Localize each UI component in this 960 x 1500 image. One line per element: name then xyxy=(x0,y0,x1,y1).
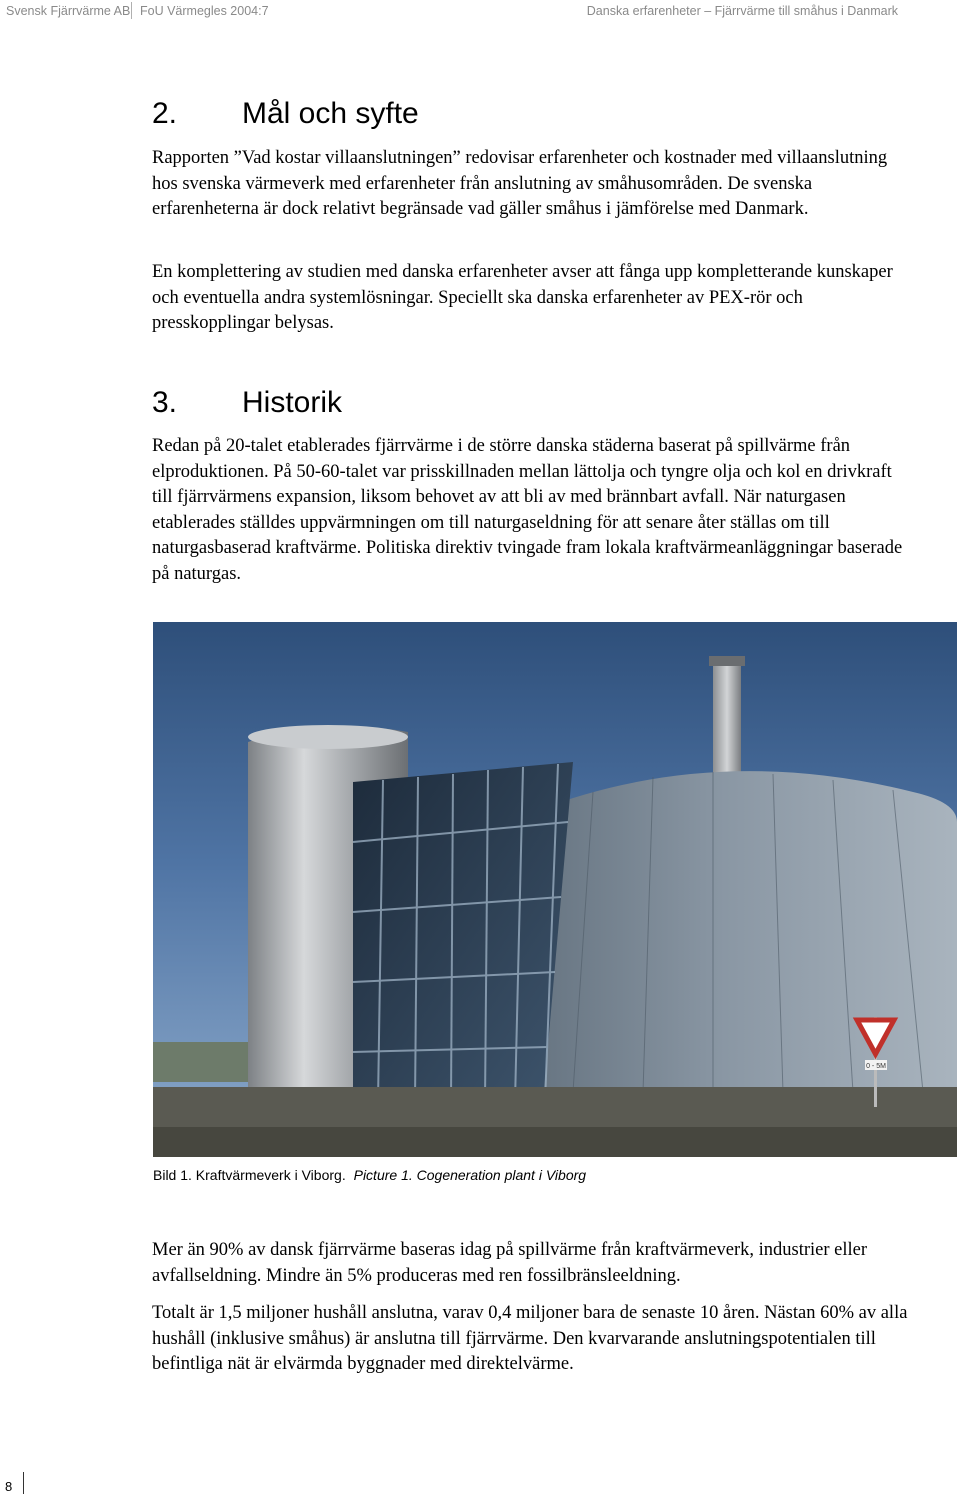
figure-caption xyxy=(153,1167,586,1183)
section-2-number: 2. xyxy=(152,97,178,130)
page-number: 8 xyxy=(5,1479,13,1494)
section-2-heading xyxy=(152,96,419,132)
section-2-title: Mål och syfte xyxy=(242,97,419,130)
section-3-heading xyxy=(152,385,342,421)
header-series: FoU Värmegles 2004:7 xyxy=(140,4,269,18)
section-3-number: 3. xyxy=(152,386,178,419)
header-doc-title: Danska erfarenheter – Fjärrvärme till småhus i Danmark xyxy=(586,4,898,18)
header-company: Svensk Fjärrvärme AB xyxy=(6,4,131,18)
footer-rule xyxy=(23,1472,24,1494)
section-3-paragraph-1: Redan på 20-talet etablerades fjärrvärme i de större danska städerna baserat på spillvärme från elproduktionen. På 50-60-talet var prisskillnaden mellan lättolja och tyngre olja och kol en drivkraft till fjärrvärmens expansion, liksom behovet av att bli av med brännbart avfall. När naturgasen etablerades ställdes uppvärmningen om till naturgaseldning för att senare åter ställas om till naturgasbaserad kraftvärme. Politiska direktiv tvingade fram lokala kraftvärmeanläggningar baserade på naturgas. xyxy=(152,436,903,584)
section-2-paragraph-1: Rapporten ”Vad kostar villaanslutningen” redovisar erfarenheter och kostnader med villaanslutning hos svenska värmeverk med erfarenheter från anslutning av småhusområden. De svenska erfarenheterna är dock relativt begränsade vad gäller småhus i jämförelse med Danmark. xyxy=(152,148,888,219)
page-header xyxy=(0,0,960,30)
section-3-title: Historik xyxy=(242,386,343,419)
section-2-paragraph-2: En komplettering av studien med danska erfarenheter avser att fånga upp kompletterande kunskaper och eventuella andra systemlösningar. Speciellt ska danska erfarenheter av PEX-rör och presskopplingar belysas. xyxy=(152,262,893,333)
body-paragraph-2: Totalt är 1,5 miljoner hushåll anslutna, varav 0,4 miljoner bara de senaste 10 åren. Nästan 60% av alla hushåll (inklusive småhus) är anslutna till fjärrvärme. Den kvarvarande anslutningspotentialen till befintliga nät är elvärmda byggnader med direktelvärme. xyxy=(152,1303,908,1374)
body-paragraph-1: Mer än 90% av dansk fjärrvärme baseras idag på spillvärme från kraftvärmeverk, industrier eller avfallseldning. Mindre än 5% produceras med ren fossilbränsleeldning. xyxy=(152,1240,868,1286)
caption-english: Picture 1. Cogeneration plant i Viborg xyxy=(353,1167,587,1183)
caption-swedish: Bild 1. Kraftvärmeverk i Viborg. xyxy=(153,1167,346,1183)
cogeneration-plant-photo xyxy=(153,622,957,1157)
distance-plate-text: 0 - 5M xyxy=(866,1063,886,1070)
header-separator xyxy=(131,2,132,19)
